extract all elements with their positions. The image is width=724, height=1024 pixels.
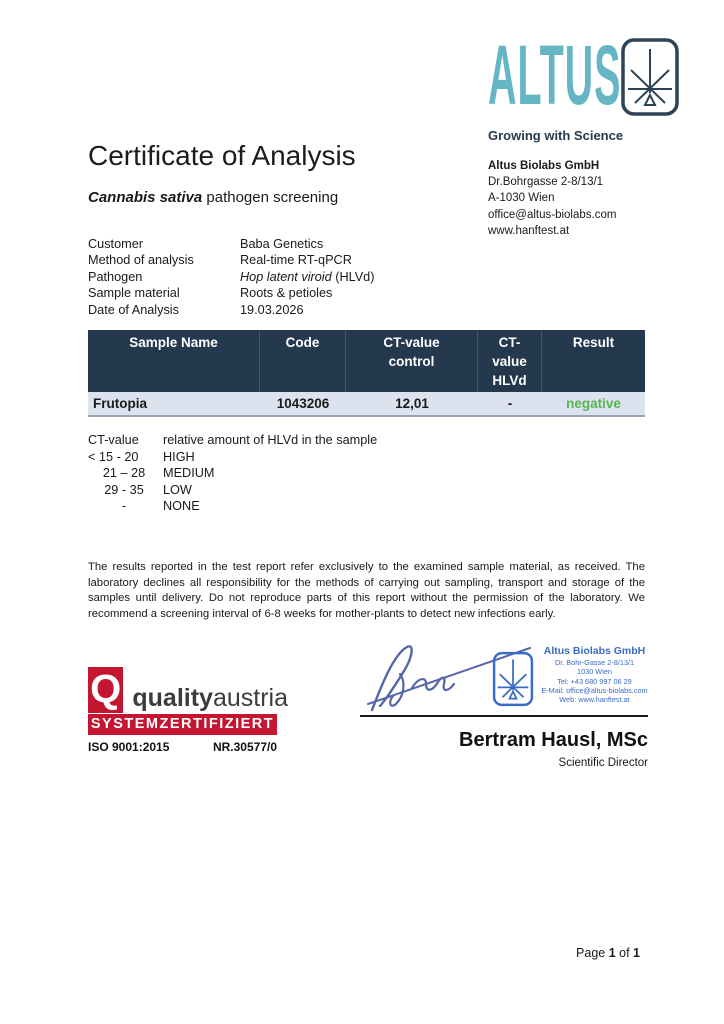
col-header-result: Result [572, 335, 615, 350]
ct-value-legend [88, 432, 377, 515]
info-label: Pathogen [88, 269, 143, 284]
col-header-line: value [492, 354, 527, 369]
table-row [88, 392, 645, 417]
col-header-ct-control [346, 330, 478, 392]
results-table-header [88, 330, 645, 392]
legend-range: < 15 - 20 [88, 449, 139, 464]
company-address [488, 158, 700, 239]
col-header-line: CT-value [383, 335, 440, 350]
quality-austria-q-icon: Q [88, 667, 123, 713]
legend-meaning: MEDIUM [163, 466, 215, 481]
stamp-plant-icon [492, 648, 534, 715]
system-certified-banner: SYSTEMZERTIFIZIERT [88, 714, 277, 735]
legend-meaning: HIGH [163, 449, 195, 464]
of-label: of [615, 946, 634, 960]
legend-row [88, 432, 377, 449]
page-label: Page [576, 946, 609, 960]
cell-result: negative [566, 396, 621, 411]
page-total: 1 [633, 946, 640, 960]
subtitle-rest: pathogen screening [202, 189, 339, 206]
stamp-city: 1030 Wien [577, 667, 612, 677]
legend-meaning: relative amount of HLVd in the sample [163, 433, 378, 447]
stamp-web: Web: www.hanftest.at [559, 695, 630, 705]
page-number [360, 946, 640, 960]
disclaimer-text: The results reported in the test report refer exclusively to the examined sample material, as received. The laboratory declines all responsibility for the methods of carrying out sampling, transport and storage of the samples until delivery. Do not reproduce parts of this report without the permission of the laboratory. We recommend a screening interval of 6-8 weeks for mother-plants to detect new infections early. [88, 561, 645, 620]
legend-range: CT-value [88, 433, 139, 447]
brand-light: austria [212, 684, 288, 712]
info-row-material [88, 285, 374, 301]
page-current: 1 [608, 946, 616, 960]
quality-austria-logo [88, 667, 288, 754]
signature-line [360, 715, 648, 717]
signatory-title: Scientific Director [558, 757, 648, 769]
col-header-line: control [388, 354, 435, 369]
species-name: Cannabis sativa [88, 189, 203, 206]
info-label: Date of Analysis [88, 302, 179, 317]
sample-info-block [88, 236, 374, 318]
stamp-email: E-Mail: office@altus-biolabs.com [541, 685, 648, 695]
altus-plant-icon [620, 37, 680, 122]
cell-sample-name: Frutopia [93, 396, 147, 411]
legend-range: 29 - 35 [104, 482, 144, 497]
logo-tagline: Growing with Science [488, 128, 624, 143]
col-header-ct-hlvd [478, 330, 542, 392]
col-header-line: HLVd [492, 373, 527, 388]
pathogen-abbr: (HLVd) [331, 269, 375, 284]
company-email: office@altus-biolabs.com [488, 208, 617, 221]
info-row-customer [88, 236, 374, 252]
stamp-company: Altus Biolabs GmbH [543, 645, 646, 657]
cell-ct-hlvd: - [507, 396, 513, 411]
company-street: Dr.Bohrgasse 2-8/13/1 [488, 176, 604, 189]
info-row-pathogen [88, 269, 374, 285]
results-table [88, 330, 645, 417]
company-name: Altus Biolabs GmbH [488, 160, 600, 172]
info-value: 19.03.2026 [240, 302, 304, 317]
info-value [240, 269, 374, 285]
company-stamp [492, 645, 650, 715]
signatory-name: Bertram Hausl, MSc [459, 729, 648, 751]
legend-row [88, 498, 377, 515]
company-website: www.hanftest.at [488, 224, 570, 237]
col-header-line: CT- [498, 335, 521, 350]
quality-austria-brand [132, 684, 288, 713]
pathogen-name: Hop latent viroid [240, 269, 332, 284]
info-value: Roots & petioles [240, 286, 333, 301]
stamp-text [539, 645, 650, 715]
info-label: Customer [88, 237, 143, 251]
legend-meaning: NONE [163, 499, 200, 514]
legend-row [88, 449, 377, 466]
cell-code: 1043206 [276, 396, 330, 411]
altus-wordmark: ALTUS [488, 28, 622, 122]
legend-range: - [121, 499, 127, 514]
brand-bold: quality [132, 684, 213, 712]
info-row-method [88, 252, 374, 268]
col-header-code: Code [260, 330, 346, 392]
legend-meaning: LOW [163, 482, 192, 497]
legend-row [88, 482, 377, 499]
certificate-number: NR.30577/0 [212, 740, 277, 754]
cell-ct-control: 12,01 [395, 396, 429, 411]
legend-row [88, 465, 377, 482]
stamp-address: Dr. Bohr-Gasse 2-8/13/1 [554, 658, 635, 667]
page-subtitle [88, 189, 338, 206]
info-label: Method of analysis [88, 253, 194, 268]
page-title: Certificate of Analysis [88, 140, 356, 171]
legend-range: 21 – 28 [102, 466, 146, 481]
info-label: Sample material [88, 286, 180, 301]
info-row-date [88, 302, 374, 318]
info-value: Real-time RT-qPCR [240, 253, 352, 268]
altus-logo-block [488, 28, 700, 239]
iso-standard: ISO 9001:2015 [88, 740, 170, 754]
stamp-tel: Tel: +43 680 997 06 29 [557, 676, 632, 686]
col-header-sample-name: Sample Name [88, 330, 260, 392]
info-value: Baba Genetics [240, 237, 324, 251]
company-city: A-1030 Wien [488, 192, 555, 205]
